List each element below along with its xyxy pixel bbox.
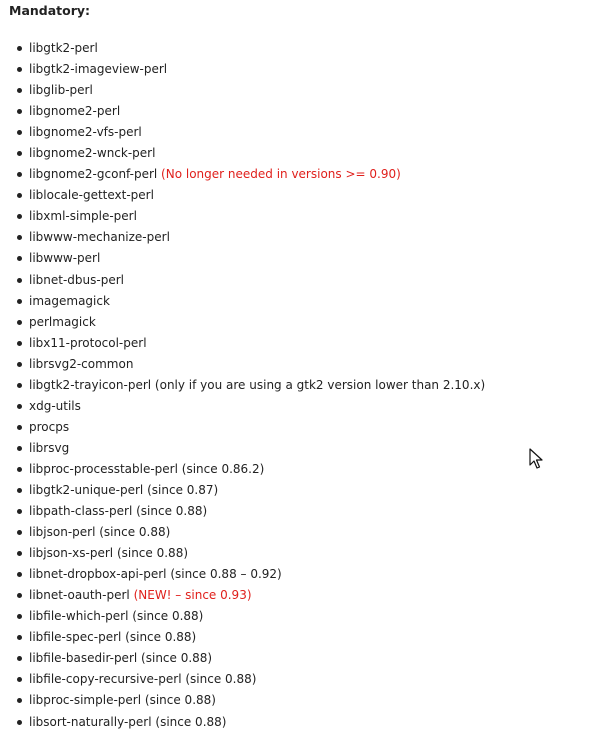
package-name: libfile-basedir-perl [29, 651, 138, 666]
package-note: (since 0.88) [125, 630, 197, 645]
bullet-icon [17, 656, 22, 661]
bullet-icon [17, 130, 22, 135]
bullet-icon [17, 235, 22, 240]
list-item [0, 480, 485, 501]
bullet-icon [17, 425, 22, 430]
bullet-icon [17, 614, 22, 619]
package-note: (since 0.87) [147, 482, 219, 497]
bullet-icon [17, 46, 22, 51]
bullet-icon [17, 677, 22, 682]
package-name: libjson-perl [29, 525, 96, 540]
package-name: libwww-mechanize-perl [29, 230, 170, 245]
package-name: libfile-copy-recursive-perl [29, 672, 182, 687]
package-name: perlmagick [29, 314, 96, 329]
package-name: libproc-simple-perl [29, 693, 142, 708]
package-name: libproc-processtable-perl [29, 461, 178, 476]
list-item [0, 80, 485, 101]
package-note: (since 0.88 – 0.92) [170, 567, 282, 582]
package-note: (NEW! – since 0.93) [133, 588, 252, 603]
bullet-icon [17, 509, 22, 514]
list-item [0, 143, 485, 164]
package-name: libgtk2-imageview-perl [29, 62, 168, 77]
bullet-icon [17, 88, 22, 93]
package-note: (since 0.88) [155, 714, 227, 729]
package-name: libxml-simple-perl [29, 209, 137, 224]
package-name: procps [29, 419, 70, 434]
package-note: (No longer needed in versions >= 0.90) [161, 167, 401, 182]
package-name: libx11-protocol-perl [29, 335, 147, 350]
bullet-icon [17, 446, 22, 451]
list-item [0, 564, 485, 585]
bullet-icon [17, 278, 22, 283]
bullet-icon [17, 362, 22, 367]
list-item [0, 270, 485, 291]
package-name: libpath-class-perl [29, 504, 133, 519]
list-item [0, 312, 485, 333]
list-item [0, 648, 485, 669]
bullet-icon [17, 193, 22, 198]
list-item [0, 375, 485, 396]
list-item [0, 333, 485, 354]
package-note: (since 0.88) [141, 651, 213, 666]
package-name: imagemagick [29, 293, 110, 308]
bullet-icon [17, 256, 22, 261]
list-item [0, 206, 485, 227]
package-name: librsvg [29, 440, 70, 455]
package-name: libgnome2-wnck-perl [29, 146, 156, 161]
bullet-icon [17, 341, 22, 346]
package-name: libjson-xs-perl [29, 546, 114, 561]
package-note: (since 0.88) [144, 693, 216, 708]
list-item [0, 185, 485, 206]
list-item [0, 712, 485, 733]
bullet-icon [17, 67, 22, 72]
list-item [0, 227, 485, 248]
bullet-icon [17, 572, 22, 577]
bullet-icon [17, 551, 22, 556]
section-heading: Mandatory: [9, 3, 91, 18]
package-name: xdg-utils [29, 398, 81, 413]
bullet-icon [17, 530, 22, 535]
package-name: libnet-oauth-perl [29, 588, 130, 603]
bullet-icon [17, 214, 22, 219]
bullet-icon [17, 593, 22, 598]
list-item [0, 438, 485, 459]
package-name: libgtk2-perl [29, 41, 98, 55]
list-item [0, 417, 485, 438]
list-item [0, 543, 485, 564]
package-name: libgnome2-vfs-perl [29, 125, 142, 140]
bullet-icon [17, 635, 22, 640]
list-item [0, 606, 485, 627]
package-name: libgnome2-perl [29, 104, 121, 119]
bullet-icon [17, 488, 22, 493]
list-item [0, 164, 485, 185]
package-name: libfile-spec-perl [29, 630, 122, 645]
package-name: libsort-naturally-perl [29, 714, 152, 729]
package-name: libgnome2-gconf-perl [29, 167, 158, 182]
bullet-icon [17, 404, 22, 409]
list-item [0, 585, 485, 606]
bullet-icon [17, 720, 22, 725]
bullet-icon [17, 698, 22, 703]
bullet-icon [17, 109, 22, 114]
list-item [0, 522, 485, 543]
package-name: librsvg2-common [29, 356, 134, 371]
list-item [0, 354, 485, 375]
list-item [0, 396, 485, 417]
list-item [0, 291, 485, 312]
package-note: (since 0.88) [132, 609, 204, 624]
bullet-icon [17, 151, 22, 156]
package-name: libgtk2-trayicon-perl [29, 377, 152, 392]
package-note: (only if you are using a gtk2 version lower than 2.10.x) [154, 377, 486, 392]
list-item [0, 501, 485, 522]
package-name: liblocale-gettext-perl [29, 188, 154, 203]
list-item [0, 38, 485, 59]
package-note: (since 0.86.2) [181, 461, 265, 476]
package-note: (since 0.88) [116, 546, 189, 561]
list-item [0, 627, 485, 648]
bullet-icon [17, 383, 22, 388]
list-item [0, 101, 485, 122]
list-item [0, 59, 485, 80]
list-item [0, 248, 485, 269]
list-item [0, 690, 485, 711]
list-item [0, 669, 485, 690]
package-name: libnet-dbus-perl [29, 272, 124, 287]
bullet-icon [17, 172, 22, 177]
package-name: libnet-dropbox-api-perl [29, 567, 167, 582]
package-note: (since 0.88) [99, 525, 171, 540]
package-name: libgtk2-unique-perl [29, 482, 144, 497]
bullet-icon [17, 299, 22, 304]
package-note: (since 0.88) [185, 672, 257, 687]
list-item [0, 122, 485, 143]
bullet-icon [17, 320, 22, 325]
bullet-icon [17, 467, 22, 472]
list-item [0, 459, 485, 480]
package-name: libglib-perl [29, 83, 93, 98]
package-name: libfile-which-perl [29, 609, 129, 624]
package-list [0, 38, 485, 733]
mouse-cursor-icon [529, 448, 543, 470]
package-note: (since 0.88) [136, 504, 208, 519]
package-name: libwww-perl [29, 251, 101, 266]
